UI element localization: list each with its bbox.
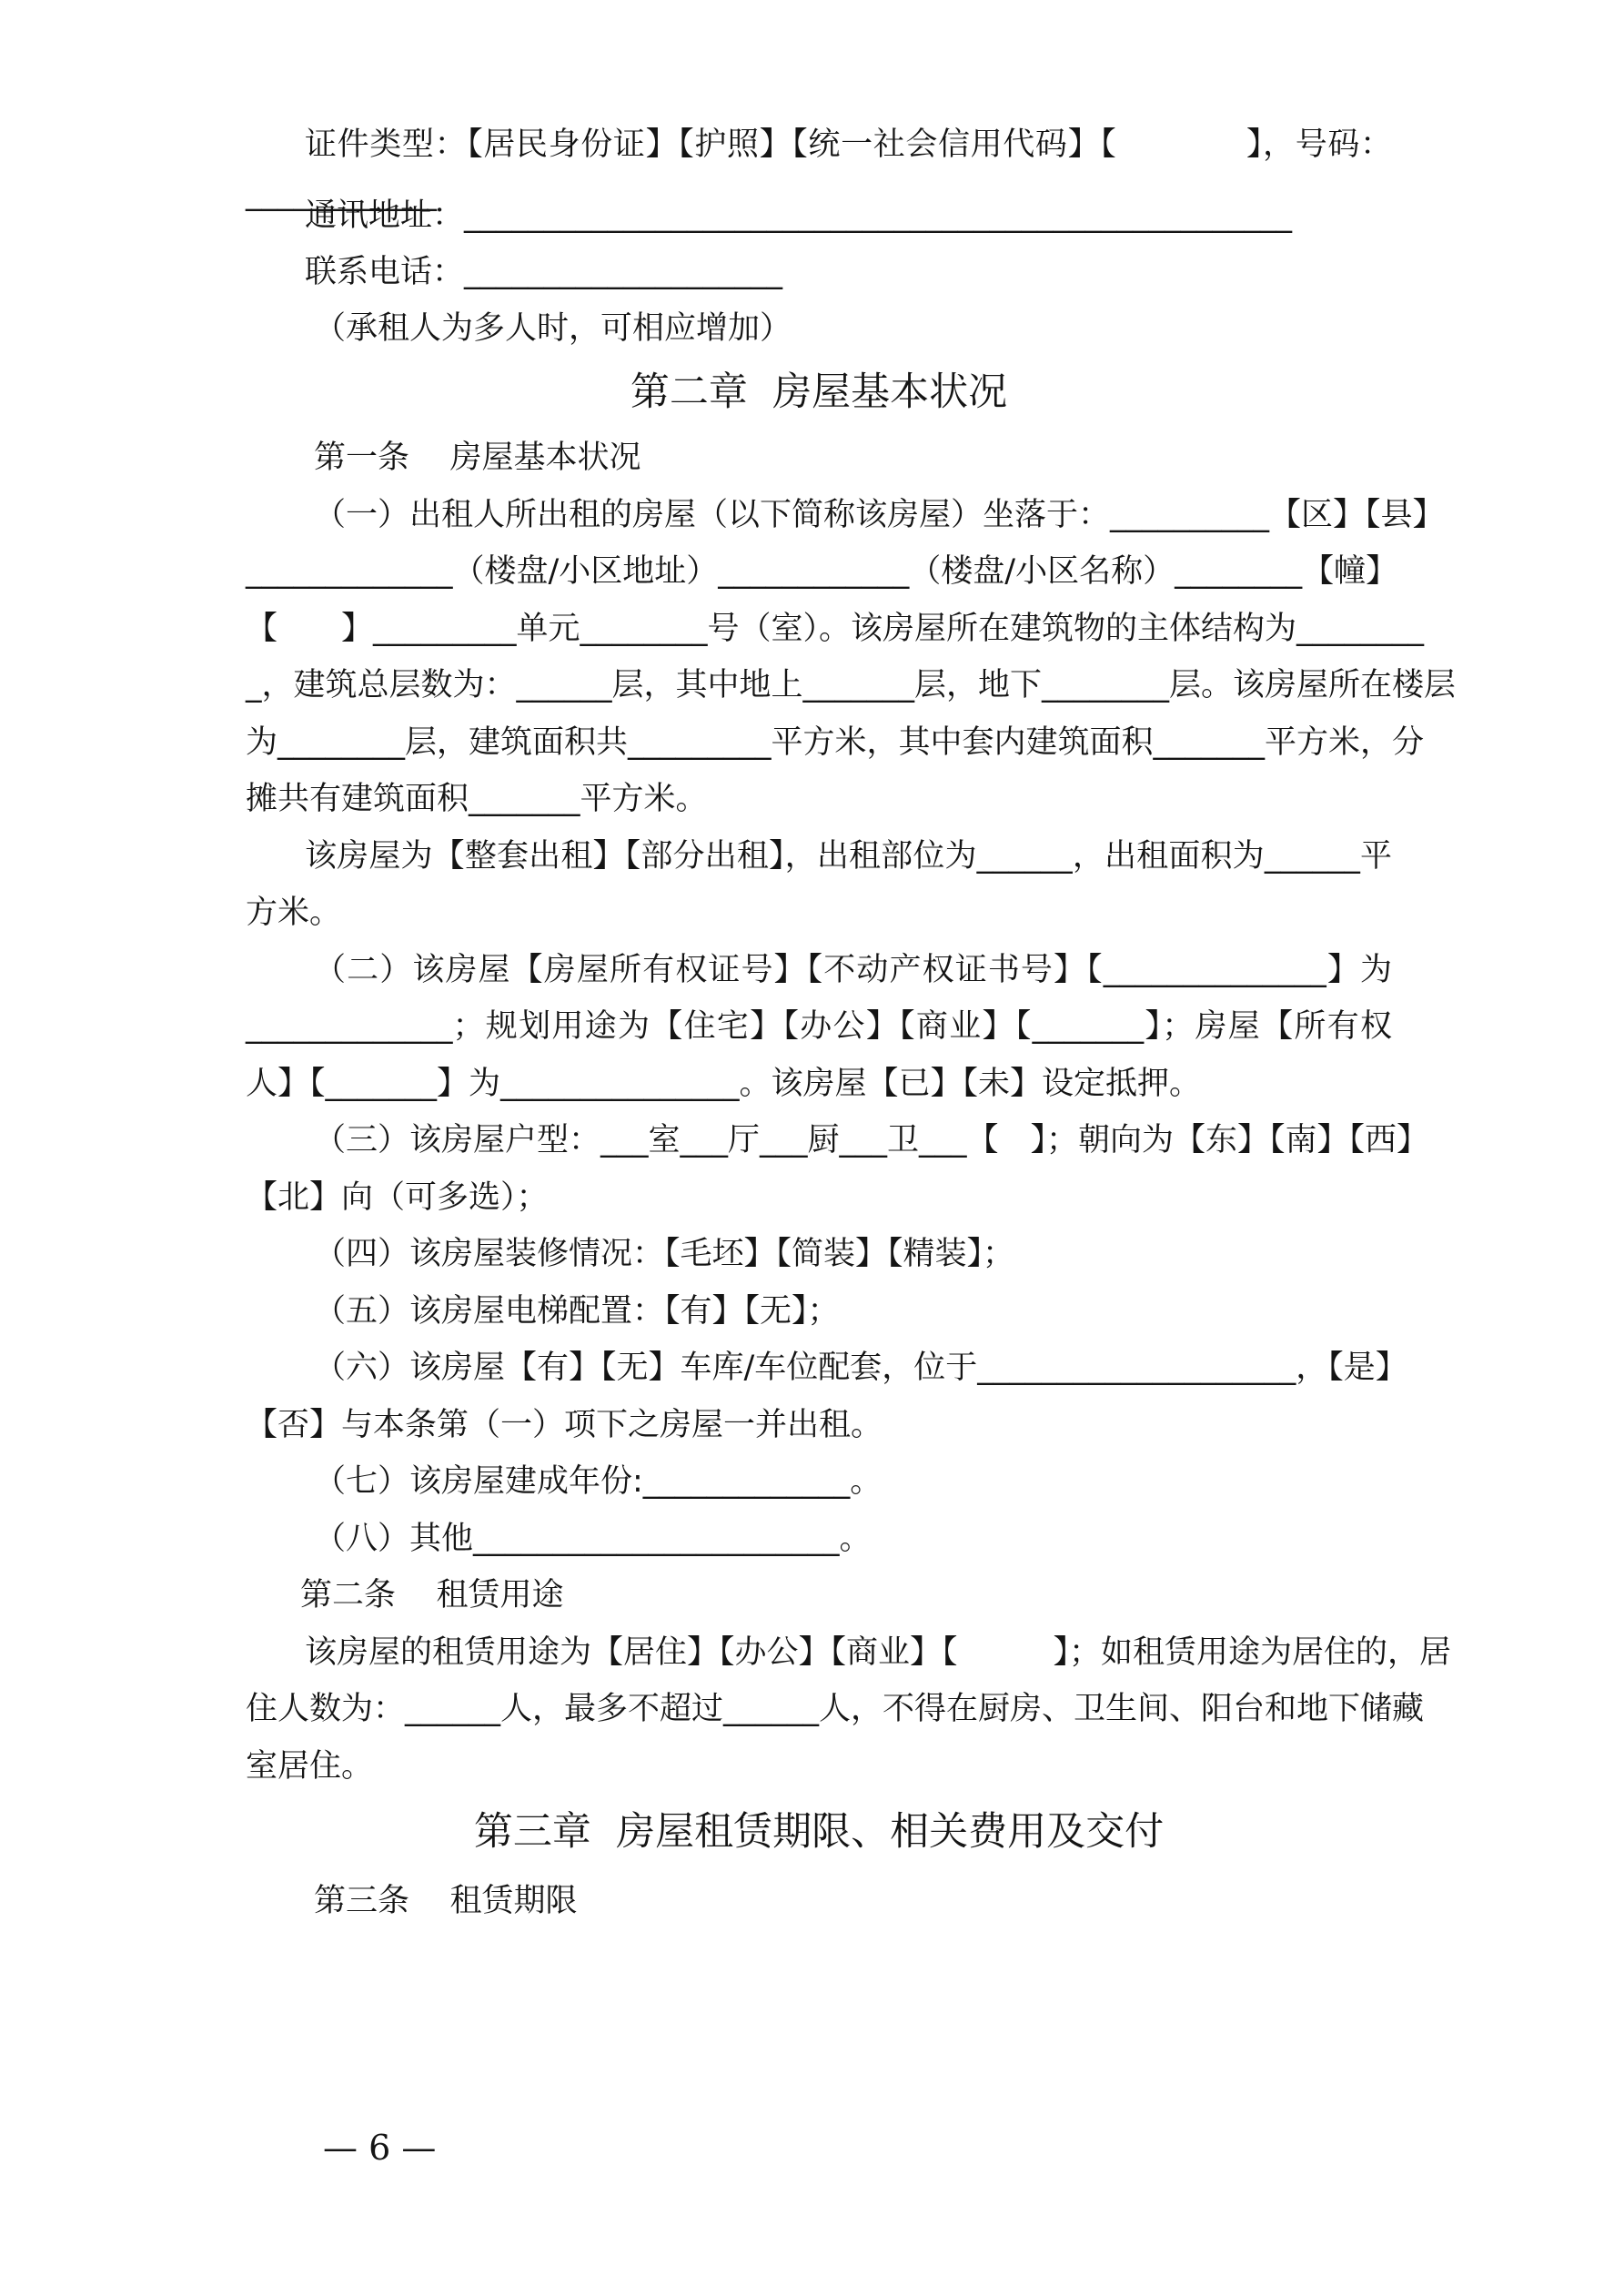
- clause-8-line: （八）其他_______________________。: [314, 1521, 872, 1557]
- id-number-blank: ____________: [246, 176, 437, 212]
- contact-phone-line: 联系电话：____________________: [305, 254, 783, 290]
- page-number: — 6 —: [323, 2128, 437, 2168]
- clause-3-line-2: 【北】向（可多选）；: [246, 1179, 549, 1216]
- usage-line-3: 室居住。: [246, 1748, 374, 1785]
- clause-1-line-1: （一）出租人所出租的房屋（以下简称该房屋）坐落于：__________【区】【县】: [314, 497, 1445, 533]
- rental-type-line-1: 该房屋为【整套出租】【部分出租】，出租部位为______，出租面积为______平: [305, 838, 1392, 875]
- id-type-line: 证件类型：【居民身份证】【护照】【统一社会信用代码】【 】，号码：: [305, 126, 1392, 163]
- clause-1-line-2: _____________（楼盘/小区地址）____________（楼盘/小区名称）________【幢】: [246, 553, 1398, 590]
- clause-2-line-3: 人】【_______】为_______________。该房屋【已】【未】设定抵押。: [246, 1066, 1202, 1102]
- multi-tenant-note: （承租人为多人时，可相应增加）: [314, 310, 792, 347]
- rental-type-line-2: 方米。: [246, 895, 342, 931]
- clause-7-line: （七）该房屋建成年份:_____________。: [314, 1463, 883, 1500]
- article-3-heading: 第三条 租赁期限: [314, 1883, 578, 1919]
- chapter-2-title: 第二章 房屋基本状况: [630, 369, 1008, 415]
- clause-1-line-5: 为________层，建筑面积共_________平方米，其中套内建筑面积_______平方米，分: [246, 724, 1425, 761]
- article-1-heading: 第一条 房屋基本状况: [314, 440, 641, 476]
- clause-4-line: （四）该房屋装修情况：【毛坯】【简装】【精装】；: [314, 1236, 1015, 1272]
- chapter-3-title: 第三章 房屋租赁期限、相关费用及交付: [473, 1809, 1165, 1855]
- clause-1-line-4: _，建筑总层数为：______层，其中地上_______层，地下________层。该房屋所在楼层: [246, 667, 1457, 703]
- clause-1-line-3: 【 】_________单元________号（室）。该房屋所在建筑物的主体结构为________: [246, 611, 1425, 647]
- clause-2-line-1: （二）该房屋【房屋所有权证号】【不动产权证书号】【______________】为: [314, 952, 1392, 988]
- usage-line-2: 住人数为：______人，最多不超过______人，不得在厨房、卫生间、阳台和地下储藏: [246, 1691, 1425, 1727]
- mailing-address-line: 通讯地址：____________________________________________________: [305, 197, 1293, 234]
- article-2-heading: 第二条 租赁用途: [300, 1577, 564, 1613]
- clause-6-line-2: 【否】与本条第（一）项下之房屋一并出租。: [246, 1407, 883, 1443]
- usage-line-1: 该房屋的租赁用途为【居住】【办公】【商业】【 】；如租赁用途为居住的，居: [305, 1634, 1452, 1671]
- clause-6-line-1: （六）该房屋【有】【无】车库/车位配套，位于____________________，【是】: [314, 1350, 1407, 1386]
- clause-5-line: （五）该房屋电梯配置：【有】【无】；: [314, 1293, 840, 1330]
- clause-1-line-6: 摊共有建筑面积_______平方米。: [246, 781, 708, 817]
- clause-2-line-2: _____________；规划用途为【住宅】【办公】【商业】【_______】；房屋【所有权: [246, 1008, 1392, 1045]
- clause-3-line-1: （三）该房屋户型：___室___厅___厨___卫___【 】；朝向为【东】【南】【西】: [314, 1122, 1429, 1158]
